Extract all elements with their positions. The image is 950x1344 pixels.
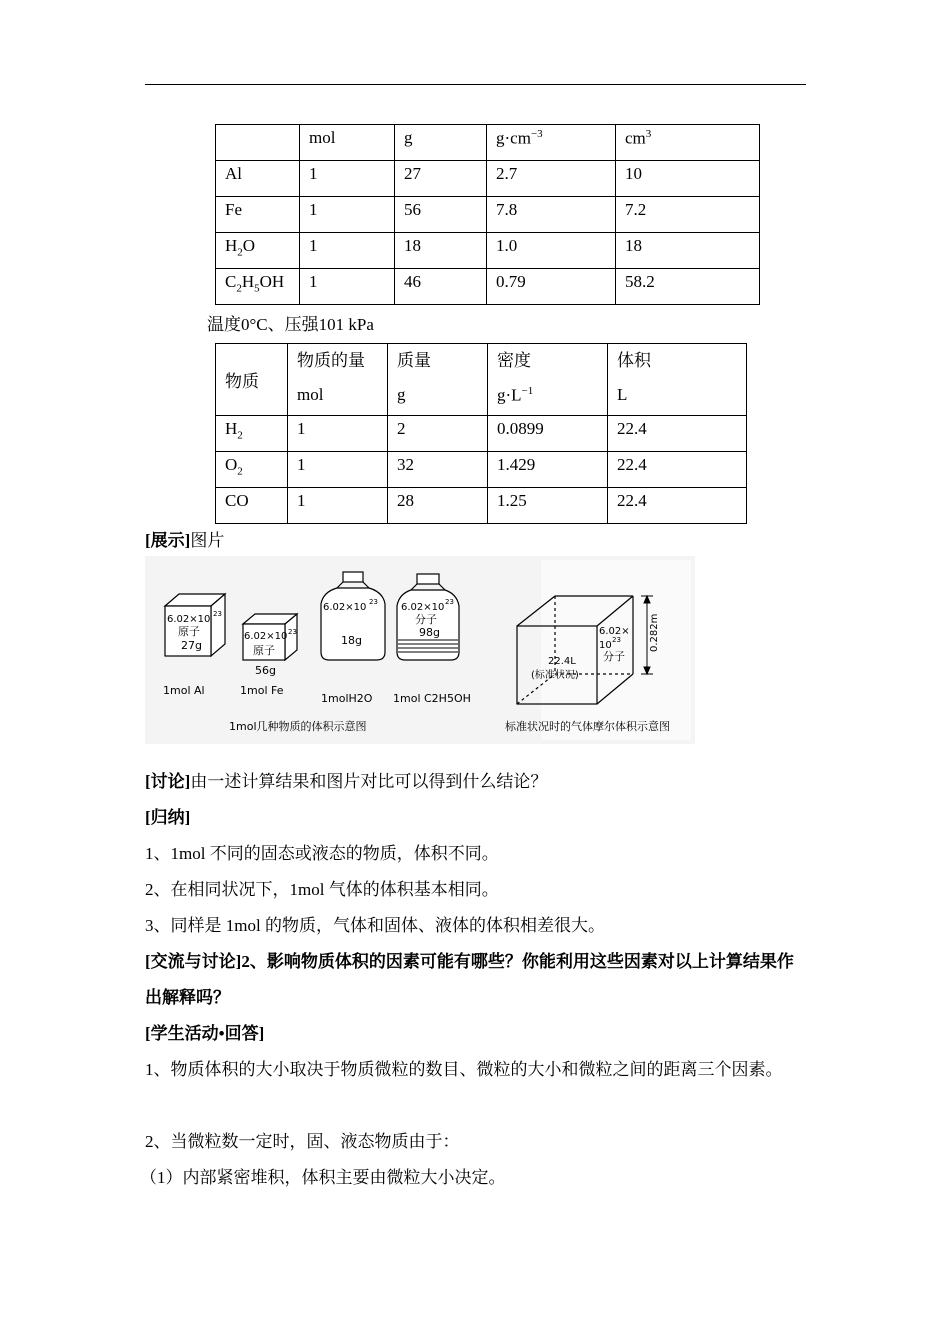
- volume-cell: 18: [616, 233, 760, 269]
- gas-count-1: 6.02×: [599, 626, 630, 637]
- substance-cell: Fe: [216, 197, 300, 233]
- answer-3: （1）内部紧密堆积，体积主要由微粒大小决定。: [140, 1168, 506, 1187]
- ethanol-mass: 98g: [419, 626, 440, 639]
- volume-cell: 7.2: [616, 197, 760, 233]
- al-atom-label: 原子: [178, 625, 200, 638]
- density-cell: 7.8: [487, 197, 616, 233]
- header-cell-mol: mol: [300, 125, 395, 161]
- density-cell: 0.79: [487, 269, 616, 305]
- mass-cell: 2: [388, 416, 488, 452]
- h2o-count: 6.02×10: [323, 602, 367, 613]
- header-cell-mass: 质量 g: [388, 344, 488, 416]
- right-caption: 标准状况时的气体摩尔体积示意图: [505, 720, 670, 733]
- h2o-exponent: 23: [369, 598, 378, 606]
- density-cell: 1.0: [487, 233, 616, 269]
- table-row: [216, 161, 760, 197]
- header-cell-g: g: [395, 125, 487, 161]
- substance-cell: $O_2$: [216, 452, 288, 488]
- header-cell-density: 密度 $g\cdot L^{-1}$: [488, 344, 608, 416]
- al-mass: 27g: [181, 639, 202, 652]
- density-cell: 1.25: [488, 488, 608, 524]
- substance-cell: $H_2O$: [216, 233, 300, 269]
- al-count: 6.02×10: [167, 614, 211, 625]
- gas-table: [215, 343, 747, 524]
- substance-cell: $C_2H_5OH$: [216, 269, 300, 305]
- volume-cell: 22.4: [608, 416, 747, 452]
- ethanol-count: 6.02×10: [401, 602, 445, 613]
- solid-liquid-table: [215, 124, 760, 305]
- mol-cell: 1: [288, 488, 388, 524]
- table-header-row: [216, 125, 760, 161]
- table-header-row: [216, 344, 747, 416]
- summary-tag: [归纳]: [145, 808, 191, 827]
- show-tag: [展示]: [145, 531, 191, 550]
- h2o-label: 1molH2O: [321, 692, 373, 705]
- conclusion-1: 1、1mol 不同的固态或液态的物质，体积不同。: [145, 844, 499, 863]
- header-cell-amount: 物质的量 mol: [288, 344, 388, 416]
- discuss-text: 由一述计算结果和图片对比可以得到什么结论？: [190, 772, 548, 791]
- substance-cell: Al: [216, 161, 300, 197]
- mass-cell: 46: [395, 269, 487, 305]
- gas-condition: (标准状况): [531, 670, 579, 681]
- table-row: [216, 233, 760, 269]
- header-cell-density: $g\cdot cm^{-3}$: [487, 125, 616, 161]
- al-exponent: 23: [213, 610, 222, 618]
- volume-cell: 10: [616, 161, 760, 197]
- mass-cell: 56: [395, 197, 487, 233]
- fe-exponent: 23: [288, 628, 297, 636]
- ethanol-molecule-label: 分子: [415, 613, 437, 626]
- condition-text: 温度0°C、压强101 kPa: [207, 315, 374, 334]
- ethanol-label: 1mol C2H5OH: [393, 692, 471, 705]
- gas-count-2: 10: [599, 640, 612, 651]
- conclusion-3: 3、同样是 1mol 的物质，气体和固体、液体的体积相差很大。: [145, 916, 605, 935]
- gas-molecule-label: 分子: [603, 650, 625, 663]
- mol-cell: 1: [300, 269, 395, 305]
- density-cell: 2.7: [487, 161, 616, 197]
- mol-cell: 1: [300, 233, 395, 269]
- gas-volume: 22.4L: [548, 656, 576, 667]
- table-row: [216, 197, 760, 233]
- discuss-tag: [讨论]: [145, 772, 191, 791]
- table-row: [216, 488, 747, 524]
- discuss-line: [145, 764, 807, 800]
- edge-length: 0.282m: [649, 613, 660, 652]
- mol-cell: 1: [288, 416, 388, 452]
- mol-cell: 1: [288, 452, 388, 488]
- mol-cell: 1: [300, 197, 395, 233]
- h2o-mass: 18g: [341, 634, 362, 647]
- left-caption: 1mol几种物质的体积示意图: [229, 720, 367, 733]
- conclusion-2: 2、在相同状况下，1mol 气体的体积基本相同。: [145, 880, 499, 899]
- fe-count: 6.02×10: [244, 631, 288, 642]
- table-row: [216, 452, 747, 488]
- fe-atom-label: 原子: [253, 644, 275, 657]
- show-line: [145, 526, 224, 551]
- header-cell-volume: $cm^3$: [616, 125, 760, 161]
- table-row: [216, 269, 760, 305]
- al-label: 1mol Al: [163, 684, 205, 697]
- show-text: 图片: [190, 531, 225, 550]
- mass-cell: 32: [388, 452, 488, 488]
- answer-2: 2、当微粒数一定时，固、液态物质由于：: [145, 1132, 460, 1151]
- volume-figure: [145, 556, 695, 744]
- fe-mass: 56g: [255, 664, 276, 677]
- header-cell-substance: 物质: [216, 344, 288, 416]
- mass-cell: 28: [388, 488, 488, 524]
- fe-label: 1mol Fe: [240, 684, 284, 697]
- density-cell: 0.0899: [488, 416, 608, 452]
- ethanol-exponent: 23: [445, 598, 454, 606]
- substance-cell: $H_2$: [216, 416, 288, 452]
- substance-cell: CO: [216, 488, 288, 524]
- header-rule: [145, 84, 806, 85]
- volume-cell: 22.4: [608, 452, 747, 488]
- header-cell-volume: 体积 L: [608, 344, 747, 416]
- exchange-question: [交流与讨论]2、影响物质体积的因素可能有哪些？你能利用这些因素对以上计算结果作出解释吗？: [145, 952, 794, 1007]
- density-cell: 1.429: [488, 452, 608, 488]
- mol-cell: 1: [300, 161, 395, 197]
- gas-exponent: 23: [612, 636, 621, 644]
- header-cell-empty: [216, 125, 300, 161]
- mass-cell: 18: [395, 233, 487, 269]
- answer-1: 1、物质体积的大小取决于物质微粒的数目、微粒的大小和微粒之间的距离三个因素。: [145, 1060, 783, 1079]
- volume-cell: 22.4: [608, 488, 747, 524]
- table-row: [216, 416, 747, 452]
- volume-cell: 58.2: [616, 269, 760, 305]
- activity-tag: [学生活动•回答]: [145, 1024, 265, 1043]
- mass-cell: 27: [395, 161, 487, 197]
